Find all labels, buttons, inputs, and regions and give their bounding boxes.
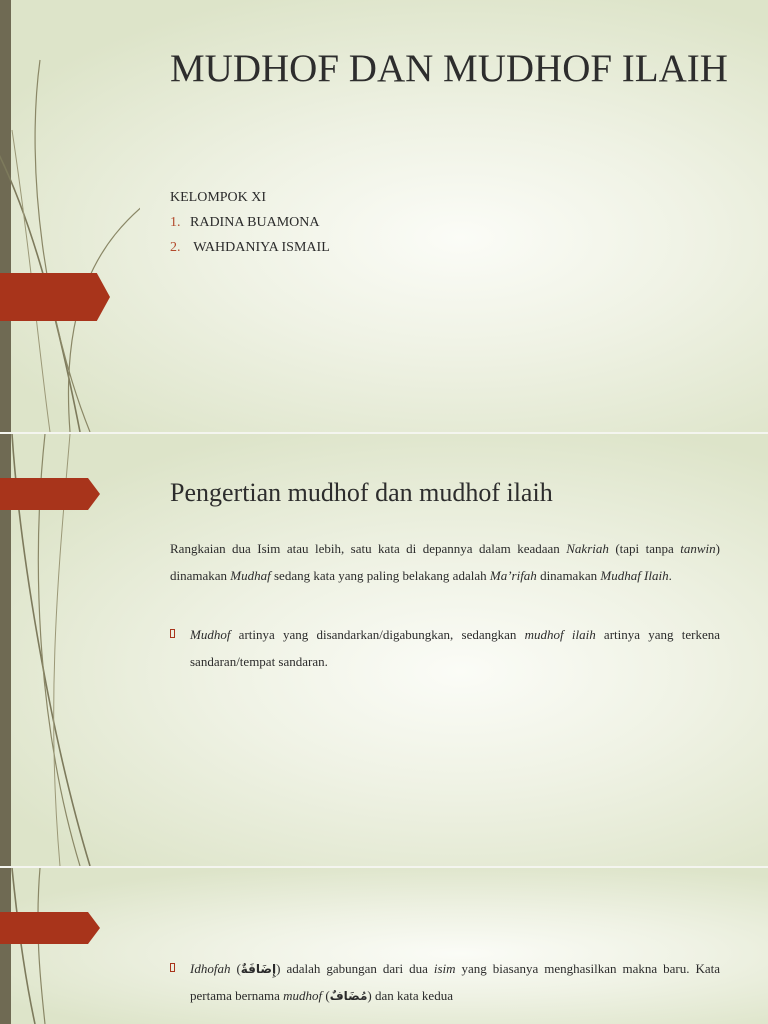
term-mudhof-ilaih: mudhof ilaih	[524, 627, 596, 642]
bullet-text	[190, 622, 720, 675]
text-segment: sedang kata yang paling belakang adalah	[270, 567, 490, 583]
term-marifah: Ma’rifah	[489, 567, 537, 583]
decorative-curves	[0, 0, 140, 432]
term-mudhof: mudhof	[283, 987, 323, 1003]
text-segment: ) dinamakan	[170, 541, 720, 583]
bullet-item	[170, 622, 720, 675]
term-mudhaf-ilaih: Mudhaf Ilaih	[600, 567, 669, 583]
definition-paragraph	[170, 536, 720, 589]
text-segment: ) adalah gabungan dari dua	[276, 961, 434, 976]
arabic-term: مُضَافٌ	[329, 988, 368, 1003]
text-segment: .	[668, 567, 672, 583]
slide-heading: Pengertian mudhof dan mudhof ilaih	[170, 478, 553, 507]
text-segment: Rangkaian dua Isim atau lebih, satu kata di depannya dalam keadaan	[170, 541, 567, 556]
list-item	[170, 238, 330, 263]
text-segment: (	[322, 987, 330, 1003]
bullet-text	[190, 956, 720, 1009]
slide-definition	[0, 434, 768, 866]
member-name: WAHDANIYA ISMAIL	[190, 240, 330, 255]
text-segment: dinamakan	[536, 567, 601, 583]
accent-arrow	[0, 273, 110, 321]
term-tanwin: tanwin	[680, 541, 716, 556]
text-segment: artinya yang terkena sandaran/tempat sandaran.	[190, 627, 720, 669]
member-name: RADINA BUAMONA	[190, 215, 320, 230]
term-idhofah: Idhofah	[190, 961, 231, 976]
list-number: 1.	[170, 215, 181, 230]
term-mudhaf: Mudhaf	[230, 567, 271, 583]
accent-arrow	[0, 912, 100, 944]
text-segment: ) dan kata kedua	[367, 987, 453, 1003]
slide-title	[0, 0, 768, 432]
text-segment: (tapi tanpa	[608, 541, 681, 556]
square-bullet-icon	[170, 629, 175, 638]
term-mudhof: Mudhof	[190, 627, 231, 642]
group-label: KELOMPOK XI	[170, 190, 267, 205]
slide-idhofah	[0, 868, 768, 1024]
square-bullet-icon	[170, 963, 175, 972]
text-segment: (	[230, 961, 241, 976]
arabic-term: إِضَافَةٌ	[240, 962, 277, 976]
bullet-item	[170, 956, 720, 1009]
list-number: 2.	[170, 240, 181, 255]
list-item	[170, 213, 330, 238]
decorative-curves	[0, 868, 140, 1024]
term-isim: isim	[433, 961, 456, 976]
term-nakirah: Nakriah	[566, 541, 609, 556]
text-segment: artinya yang disandarkan/digabungkan, sedangkan	[230, 627, 525, 642]
accent-arrow	[0, 478, 100, 510]
slide-title-heading: MUDHOF DAN MUDHOF ILAIH	[170, 47, 728, 90]
member-list	[170, 213, 330, 263]
text-segment: yang biasanya menghasilkan makna baru. Kata pertama bernama	[190, 961, 720, 1003]
